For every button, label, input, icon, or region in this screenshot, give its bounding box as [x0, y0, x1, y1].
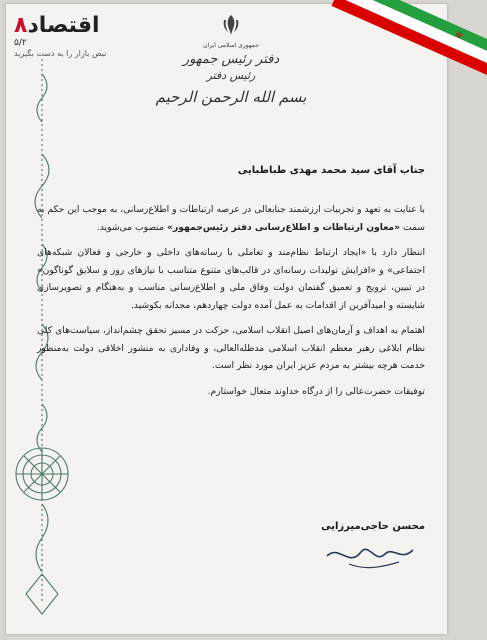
position-title: «معاون ارتباطات و اطلاع‌رسانی دفتر رئیس‌جمهور» — [167, 221, 401, 233]
office-title: دفتر رئیس جمهور — [182, 52, 280, 67]
signatory-name: محسن حاجی‌میرزایی — [321, 521, 425, 532]
paragraph-2: انتظار دارد با «ایجاد ارتباط نظام‌مند و تعاملی با رسانه‌های داخلی و خارجی و فعالان شبکه‌های اجتماعی» و «افزایش تولیدات رسانه‌ای در قالب‌های متنوع متناسب با نیازهای روز و سلایق گوناگون» در تبیین، ترویج و تعمیق گفتمان دولت وفاق ملی و اطلاع‌رسانی مناسب و به‌هنگام و تصویرسازی شایسته و امیدآفرین از اقدامات به عمل آمده دولت چهاردهم، مجدانه بکوشید. — [37, 247, 425, 311]
svg-text:☫: ☫ — [455, 31, 464, 41]
watermark-logo-word: اقتصاد — [27, 13, 100, 38]
watermark-logo-digits: ۸ — [14, 13, 28, 38]
republic-label: جمهوری اسلامی ایران — [203, 42, 259, 49]
signature-scrawl — [319, 534, 419, 574]
watermark-date: ۵/۲ — [14, 38, 27, 48]
paragraph-1 — [37, 201, 425, 236]
watermark-logo — [14, 14, 154, 38]
addressee: جناب آقای سید محمد مهدی طباطبایی — [237, 165, 425, 176]
bismillah: بسم الله الرحمن الرحیم — [155, 88, 307, 106]
watermark-tagline: نبض بازار را به دست بگیرید — [14, 49, 107, 58]
paragraph-3: اهتمام به اهداف و آرمان‌های اصیل انقلاب اسلامی، حرکت در مسیر تحقق چشم‌انداز، سیاست‌های کلی نظام ابلاغی رهبر معظم انقلاب اسلامی مدظله‌العالی، و وفاداری به منشور اخلاقی دولت به‌منظور خدمت هرچه بیشتر به مردم عزیز ایران مورد نظر است. — [37, 325, 425, 371]
letterhead — [146, 14, 316, 144]
watermark — [14, 13, 154, 58]
paragraph-4: توفیقات حضرت‌عالی را از درگاه خداوند متعال خواستارم. — [207, 385, 425, 397]
emblem-icon — [221, 14, 241, 36]
letter-paper — [6, 4, 464, 634]
paragraph-1-b: منصوب می‌شوید. — [96, 221, 165, 233]
paragraph-1-a: با عنایت به تعهد و تجربیات ارزشمند جنابعالی در عرصه ارتباطات و اطلاع‌رسانی، به موجب این حکم به سمت — [37, 204, 425, 233]
office-head-title: رئیس دفتر — [206, 69, 256, 82]
letter-body — [37, 201, 425, 408]
flag-ribbon-icon — [337, 4, 487, 64]
